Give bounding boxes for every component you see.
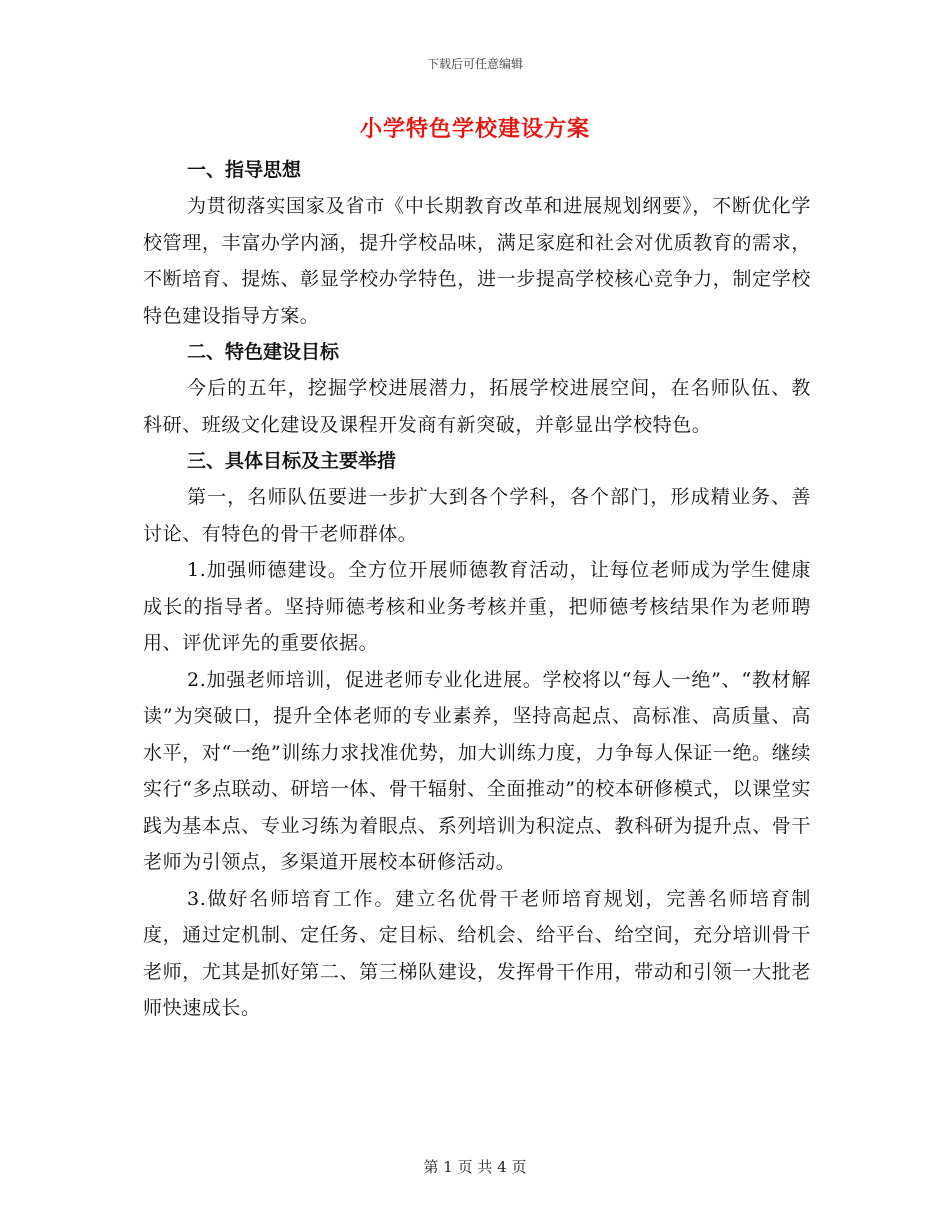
document-body: [143, 152, 811, 1027]
paragraph: 3.做好名师培育工作。建立名优骨干老师培育规划，完善名师培育制度，通过定机制、定任务、定目标、给机会、给平台、给空间，充分培训骨干老师，尤其是抓好第二、第三梯队建设，发挥骨干作用，带动和引领一大批老师快速成长。: [143, 887, 811, 1019]
paragraph: 今后的五年，挖掘学校进展潜力，拓展学校进展空间，在名师队伍、教科研、班级文化建设及课程开发商有新突破，并彰显出学校特色。: [143, 377, 811, 436]
section-specific-goals: [143, 443, 811, 1027]
paragraph: 2.加强老师培训，促进老师专业化进展。学校将以“每人一绝”、“教材解读”为突破口，提升全体老师的专业素养，坚持高起点、高标准、高质量、高水平，对“一绝”训练力求找准优势，加大训练力度，力争每人保证一绝。继续实行“多点联动、研培一体、骨干辐射、全面推动”的校本研修模式，以课堂实践为基本点、专业习练为着眼点、系列培训为积淀点、教科研为提升点、骨干老师为引领点，多渠道开展校本研修活动。: [143, 668, 811, 873]
section-construction-goals: [143, 334, 811, 443]
paragraph: 第一，名师队伍要进一步扩大到各个学科，各个部门，形成精业务、善讨论、有特色的骨干老师群体。: [143, 486, 811, 545]
document-title: 小学特色学校建设方案: [359, 116, 590, 142]
section-guiding-ideology: [143, 152, 811, 334]
header-note: 下载后可任意编辑: [426, 57, 523, 71]
section-heading: 三、具体目标及主要举措: [187, 450, 397, 472]
section-heading: 一、指导思想: [187, 159, 302, 181]
paragraph: 为贯彻落实国家及省市《中长期教育改革和进展规划纲要》，不断优化学校管理，丰富办学内涵，提升学校品味，满足家庭和社会对优质教育的需求，不断培育、提炼、彰显学校办学特色，进一步提高学校核心竞争力，制定学校特色建设指导方案。: [143, 195, 811, 327]
paragraph: 1.加强师德建设。全方位开展师德教育活动，让每位老师成为学生健康成长的指导者。坚持师德考核和业务考核并重，把师德考核结果作为老师聘用、评优评先的重要依据。: [143, 559, 811, 654]
section-heading: 二、特色建设目标: [187, 341, 340, 363]
page-footer: 第 1 页 共 4 页: [423, 1158, 527, 1176]
